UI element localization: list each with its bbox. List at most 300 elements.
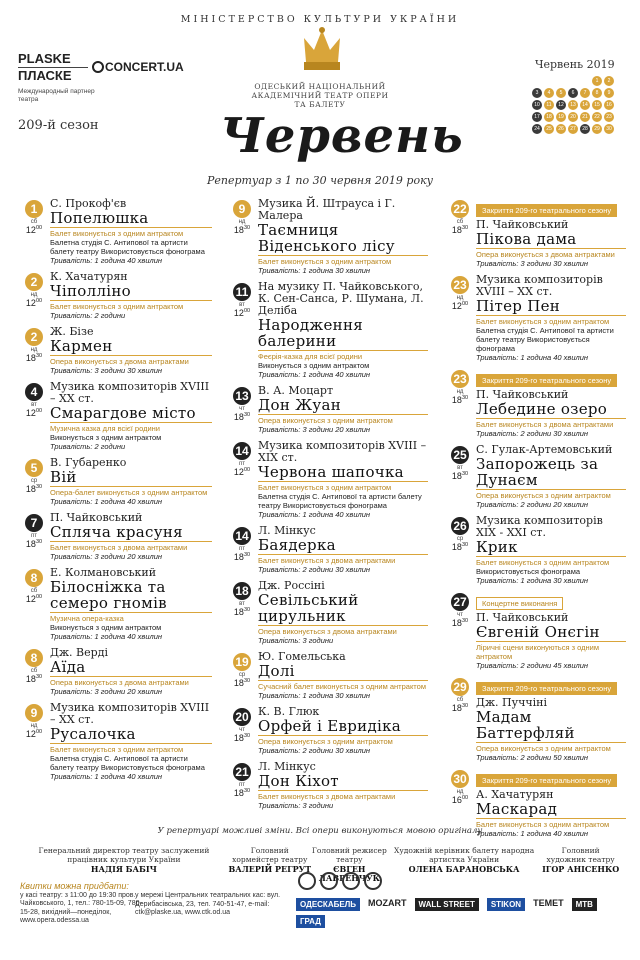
duration: Тривалість: 2 години 30 хвилин xyxy=(476,429,589,438)
duration: Тривалість: 1 година 40 хвилин xyxy=(258,510,371,519)
performance-entry[interactable] xyxy=(446,515,626,585)
date-box xyxy=(446,591,474,628)
sponsor-logos xyxy=(296,898,626,928)
divider xyxy=(476,556,626,557)
performance-title: Спляча красуня xyxy=(50,523,183,541)
date-number: 9 xyxy=(233,200,251,218)
performance-format: Балет виконується з одним антрактом xyxy=(50,302,184,311)
composer: Л. Мінкус xyxy=(258,524,316,537)
divider xyxy=(50,612,212,613)
date-number: 8 xyxy=(25,569,43,587)
performance-entry[interactable] xyxy=(20,271,212,320)
calendar-day: 15 xyxy=(592,100,602,110)
start-time: $12^{00}$ xyxy=(451,301,469,311)
staff-name: НАДІЯ БАБІЧ xyxy=(90,864,157,874)
performance-title: Орфей і Евридіка xyxy=(258,717,401,735)
start-time: $12^{00}$ xyxy=(233,467,251,477)
weekday: вт xyxy=(239,601,245,607)
clock-icon xyxy=(298,872,316,890)
start-time: $18^{30}$ xyxy=(233,678,251,688)
duration: Тривалість: 3 години xyxy=(258,636,334,645)
performance-entry[interactable] xyxy=(446,274,626,362)
logo-line2: ПЛАСКЕ xyxy=(18,68,72,83)
staff-name: ЄВГЕН ЛАВРЕНЧУК xyxy=(318,864,380,883)
start-time: $18^{30}$ xyxy=(233,412,251,422)
divider xyxy=(476,418,626,419)
staff-role: Головний хормейстер театру xyxy=(232,846,308,864)
date-box xyxy=(446,444,474,481)
start-time: $12^{00}$ xyxy=(25,729,43,739)
date-number: 14 xyxy=(233,527,251,545)
performance-format: Опера виконується з двома антрактами xyxy=(258,627,397,636)
divider xyxy=(50,422,212,423)
sponsor-logo: WALL STREET xyxy=(415,898,479,911)
performance-format: Опера виконується з двома антрактами xyxy=(476,250,615,259)
repertoire-subtitle: Репертуар з 1 по 30 червня 2019 року xyxy=(206,174,434,187)
performance-title: Русалочка xyxy=(50,725,136,743)
calendar-day: 17 xyxy=(532,112,542,122)
staff-name: ВАЛЕРІЙ РЕГРУТ xyxy=(228,864,312,874)
ministry-title: МІНІСТЕРСТВО КУЛЬТУРИ УКРАЇНИ xyxy=(180,14,460,25)
clocks-decoration xyxy=(298,872,382,890)
tickets-box-theatre xyxy=(20,882,150,926)
calendar-empty xyxy=(556,76,566,86)
duration: Тривалість: 2 години 50 хвилин xyxy=(476,753,589,762)
sponsor-logo: МТВ xyxy=(572,898,597,911)
start-time: $18^{30}$ xyxy=(25,353,43,363)
composer: Ю. Гомельська xyxy=(258,650,346,663)
composer: В. А. Моцарт xyxy=(258,384,334,397)
date-box xyxy=(20,271,48,308)
performance-details: Балетна студія С. Антипової та артисти балету театру Використовується фонограма xyxy=(50,754,205,772)
performance-details: Використовується фонограма xyxy=(476,567,581,576)
performance-title: Запорожець за Дунаєм xyxy=(476,455,599,489)
date-number: 26 xyxy=(451,517,469,535)
composer: П. Чайковський xyxy=(476,388,569,401)
start-time: $18^{30}$ xyxy=(233,225,251,235)
divider xyxy=(476,742,626,743)
duration: Тривалість: 1 година 40 хвилин xyxy=(50,497,163,506)
tickets-box-ctk: у мережі Центральних театральних кас: вул. Дерибасівська, 23, тел. 740-51-47, e-mail: ctk@plaske.ua, www.ctk.od.ua xyxy=(135,892,281,916)
calendar-day: 27 xyxy=(568,124,578,134)
date-number: 1 xyxy=(25,200,43,218)
start-time: $12^{00}$ xyxy=(233,308,251,318)
performance-format: Опера виконується з одним антрактом xyxy=(258,416,393,425)
calendar-day: 28 xyxy=(580,124,590,134)
start-time: $18^{30}$ xyxy=(233,788,251,798)
composer: С. Гулак-Артемовський xyxy=(476,443,613,456)
season-closing-badge: Закриття 209-го театрального сезону xyxy=(476,204,617,217)
start-time: $18^{30}$ xyxy=(233,733,251,743)
performance-entry[interactable] xyxy=(20,647,212,696)
calendar-day: 2 xyxy=(604,76,614,86)
calendar-day: 23 xyxy=(604,112,614,122)
calendar-empty xyxy=(544,76,554,86)
performance-entry[interactable] xyxy=(20,381,212,451)
date-box xyxy=(20,702,48,739)
date-number: 27 xyxy=(451,593,469,611)
performance-entry[interactable] xyxy=(446,368,626,438)
duration: Тривалість: 2 години 30 хвилин xyxy=(258,746,371,755)
calendar-day: 7 xyxy=(580,88,590,98)
performance-title: Маскарад xyxy=(476,800,558,818)
date-number: 23 xyxy=(451,276,469,294)
performance-entry[interactable] xyxy=(228,651,428,700)
date-number: 21 xyxy=(233,763,251,781)
performance-entry[interactable] xyxy=(20,567,212,641)
calendar-day: 26 xyxy=(556,124,566,134)
date-number: 18 xyxy=(233,582,251,600)
divider xyxy=(476,248,626,249)
performance-format: Балет виконується з двома антрактами xyxy=(258,556,396,565)
duration: Тривалість: 3 години xyxy=(258,801,334,810)
composer: К. В. Глюк xyxy=(258,705,320,718)
composer: К. Хачатурян xyxy=(50,270,128,283)
performance-title: Народження балерини xyxy=(258,316,364,350)
performance-entry[interactable] xyxy=(446,591,626,670)
date-box xyxy=(20,198,48,235)
performance-title: Таємниця Віденського лісу xyxy=(258,221,395,255)
performance-format: Опера виконується з двома антрактами xyxy=(50,678,189,687)
staff-member xyxy=(541,846,620,883)
composer: Музика композиторів XIX - XXI ст. xyxy=(476,514,603,539)
divider xyxy=(476,641,626,642)
date-box xyxy=(446,515,474,552)
duration: Тривалість: 1 година 40 хвилин xyxy=(50,632,163,641)
performance-format: Опера-балет виконується з одним антрактом xyxy=(50,488,208,497)
divider xyxy=(258,350,428,351)
date-box xyxy=(228,525,256,562)
duration: Тривалість: 3 години 30 хвилин xyxy=(476,259,589,268)
composer: На музику П. Чайковського, К. Сен-Санса, Р. Шумана, Л. Деліба xyxy=(258,280,424,317)
performance-title: Смарагдове місто xyxy=(50,404,196,422)
performance-entry[interactable] xyxy=(20,512,212,561)
duration: Тривалість: 3 години 20 хвилин xyxy=(50,552,163,561)
divider xyxy=(258,255,428,256)
duration: Тривалість: 1 година 40 хвилин xyxy=(50,772,163,781)
weekday: нд xyxy=(30,292,38,298)
weekday: нд xyxy=(456,295,464,301)
staff-name: ІГОР АНІСЕНКО xyxy=(542,864,620,874)
start-time: $18^{30}$ xyxy=(25,539,43,549)
weekday: нд xyxy=(238,219,246,225)
composer: П. Чайковський xyxy=(476,611,569,624)
duration: Тривалість: 1 година 30 хвилин xyxy=(258,266,371,275)
start-time: $12^{00}$ xyxy=(25,408,43,418)
date-box xyxy=(20,457,48,494)
performance-details: Виконується з одним антрактом xyxy=(258,361,370,370)
performance-entry[interactable] xyxy=(228,198,428,275)
clock-icon xyxy=(342,872,360,890)
concert-logo[interactable] xyxy=(92,60,184,74)
performance-details: Балетна студія С. Антипової та артисти балету театру Використовується фонограма xyxy=(258,492,422,510)
concert-logo-text: CONCERT.UA xyxy=(105,60,184,74)
clock-icon xyxy=(364,872,382,890)
performance-format: Опера виконується з одним антрактом xyxy=(258,737,393,746)
date-box xyxy=(20,567,48,604)
date-number: 11 xyxy=(233,283,251,301)
performance-title: Пітер Пен xyxy=(476,297,561,315)
performance-format: Балет виконується з одним антрактом xyxy=(476,820,610,829)
date-box xyxy=(228,651,256,688)
composer: Дж. Верді xyxy=(50,646,108,659)
calendar-day: 10 xyxy=(532,100,542,110)
duration: Тривалість: 2 години 20 хвилин xyxy=(476,500,589,509)
performance-format: Балет виконується з одним антрактом xyxy=(258,257,392,266)
performance-title: Дон Жуан xyxy=(258,396,342,414)
concert-logo-icon xyxy=(92,61,104,73)
performance-format: Музична казка для всієї родини xyxy=(50,424,160,433)
logo-line1: PLASKE xyxy=(18,51,71,66)
composer: В. Губаренко xyxy=(50,456,127,469)
staff-role: Генеральний директор театру заслужений працівник культури України xyxy=(38,846,210,864)
performance-format: Опера виконується з одним антрактом xyxy=(476,491,611,500)
weekday: нд xyxy=(30,347,38,353)
performance-format: Балет виконується з двома антрактами xyxy=(258,792,396,801)
divider xyxy=(50,355,212,356)
schedule-column-3 xyxy=(446,198,626,844)
start-time: $12^{00}$ xyxy=(25,225,43,235)
performance-details: Виконується з одним антрактом xyxy=(50,433,162,442)
composer: П. Чайковський xyxy=(50,511,143,524)
duration: Тривалість: 2 години 45 хвилин xyxy=(476,661,589,670)
date-number: 13 xyxy=(233,387,251,405)
staff-member xyxy=(20,846,228,883)
sponsor-logo: ТЕМЕТ xyxy=(533,898,564,908)
duration: Тривалість: 3 години 20 хвилин xyxy=(258,425,371,434)
duration: Тривалість: 3 години 20 хвилин xyxy=(50,687,163,696)
date-box xyxy=(228,440,256,477)
performance-entry[interactable] xyxy=(228,440,428,519)
date-box xyxy=(20,326,48,363)
duration: Тривалість: 2 години xyxy=(50,311,126,320)
calendar-day: 20 xyxy=(568,112,578,122)
concert-badge: Концертне виконання xyxy=(476,597,563,610)
performance-entry[interactable] xyxy=(228,525,428,574)
date-number: 19 xyxy=(233,653,251,671)
date-number: 5 xyxy=(25,459,43,477)
staff-role: Художній керівник балету народна артистка України xyxy=(394,846,535,864)
date-box xyxy=(228,385,256,422)
performance-title: Попелюшка xyxy=(50,209,149,227)
date-box xyxy=(446,198,474,235)
season-closing-badge: Закриття 209-го театрального сезону xyxy=(476,682,617,695)
divider xyxy=(258,554,428,555)
performance-title: Аїда xyxy=(50,658,86,676)
performance-title: Баядерка xyxy=(258,536,336,554)
performance-title: Лебедине озеро xyxy=(476,400,608,418)
duration: Тривалість: 1 година 40 хвилин xyxy=(258,370,371,379)
performance-format: Балет виконується з одним антрактом xyxy=(476,558,610,567)
calendar-day: 22 xyxy=(592,112,602,122)
performance-entry[interactable] xyxy=(20,198,212,265)
date-number: 25 xyxy=(451,446,469,464)
composer: Дж. Россіні xyxy=(258,579,325,592)
divider xyxy=(50,541,212,542)
performance-format: Балет виконується з одним антрактом xyxy=(258,483,392,492)
duration: Тривалість: 1 година 30 хвилин xyxy=(258,691,371,700)
composer: С. Прокоф'єв xyxy=(50,197,127,210)
date-number: 29 xyxy=(451,678,469,696)
performance-title: Пікова дама xyxy=(476,230,577,248)
performance-entry[interactable] xyxy=(446,676,626,762)
schedule-column-1 xyxy=(20,198,212,787)
composer: Л. Мінкус xyxy=(258,760,316,773)
date-number: 30 xyxy=(451,770,469,788)
start-time: $18^{30}$ xyxy=(451,225,469,235)
calendar-day: 14 xyxy=(580,100,590,110)
date-number: 9 xyxy=(25,704,43,722)
weekday: сб xyxy=(30,219,38,225)
date-number: 4 xyxy=(25,383,43,401)
start-time: $18^{30}$ xyxy=(25,674,43,684)
performance-title: Дон Кіхот xyxy=(258,772,339,790)
calendar-day: 9 xyxy=(604,88,614,98)
divider xyxy=(476,315,626,316)
date-box xyxy=(20,381,48,418)
start-time: $18^{30}$ xyxy=(451,703,469,713)
performance-title: Кармен xyxy=(50,337,113,355)
performance-title: Долі xyxy=(258,662,295,680)
composer: Музика композиторів XVIII – XX ст. xyxy=(476,273,603,298)
composer: Е. Колмановський xyxy=(50,566,157,579)
date-box xyxy=(20,512,48,549)
plaske-logo[interactable] xyxy=(18,52,88,83)
calendar-day: 12 xyxy=(556,100,566,110)
weekday: ср xyxy=(30,478,38,484)
calendar-day: 25 xyxy=(544,124,554,134)
weekday: пт xyxy=(239,461,245,467)
composer: Музика композиторів XVIII – XIX ст. xyxy=(258,439,427,464)
performance-format: Балет виконується з двома антрактами xyxy=(50,543,188,552)
start-time: $18^{30}$ xyxy=(233,552,251,562)
start-time: $18^{30}$ xyxy=(451,542,469,552)
calendar-day: 24 xyxy=(532,124,542,134)
staff-name: ОЛЕНА БАРАНОВСЬКА xyxy=(408,864,520,874)
performance-entry[interactable] xyxy=(20,457,212,506)
performance-details: Виконується з одним антрактом xyxy=(50,623,162,632)
date-number: 22 xyxy=(451,200,469,218)
duration: Тривалість: 1 година 40 хвилин xyxy=(50,256,163,265)
calendar-day: 13 xyxy=(568,100,578,110)
calendar-day: 21 xyxy=(580,112,590,122)
performance-format: Балет виконується з одним антрактом xyxy=(50,229,184,238)
weekday: чт xyxy=(457,612,463,618)
composer: Музика композиторів XVIII – XX ст. xyxy=(50,701,210,726)
calendar-day: 8 xyxy=(592,88,602,98)
performance-entry[interactable] xyxy=(446,198,626,268)
composer: П. Чайковський xyxy=(476,218,569,231)
season-closing-badge: Закриття 209-го театрального сезону xyxy=(476,374,617,387)
divider xyxy=(50,676,212,677)
staff-member xyxy=(387,846,541,883)
calendar-day: 16 xyxy=(604,100,614,110)
duration: Тривалість: 2 години 30 хвилин xyxy=(258,565,371,574)
date-box xyxy=(228,580,256,617)
weekday: чт xyxy=(239,406,245,412)
calendar-day: 19 xyxy=(556,112,566,122)
performance-entry[interactable] xyxy=(228,281,428,379)
performance-title: Червона шапочка xyxy=(258,463,404,481)
weekday: нд xyxy=(456,789,464,795)
weekday: нд xyxy=(30,723,38,729)
performance-format: Балет виконується з двома антрактами xyxy=(476,420,614,429)
performance-title: Білосніжка та семеро гномів xyxy=(50,578,167,612)
date-box xyxy=(446,676,474,713)
date-number: 14 xyxy=(233,442,251,460)
performance-entry[interactable] xyxy=(446,444,626,509)
staff-role: Головний художник театру xyxy=(546,846,615,864)
performance-format: Сучасний балет виконується з одним антрактом xyxy=(258,682,426,691)
performance-format: Опера виконується з двома антрактами xyxy=(50,357,189,366)
performance-title: Чіполліно xyxy=(50,282,132,300)
weekday: сб xyxy=(456,219,464,225)
date-number: 23 xyxy=(451,370,469,388)
start-time: $12^{00}$ xyxy=(25,594,43,604)
weekday: сб xyxy=(30,588,38,594)
performance-details: Балетна студія С. Антипової та артисти балету театру Використовується фонограма xyxy=(476,326,614,353)
weekday: нд xyxy=(456,389,464,395)
repertoire-note: У репертуарі можливі зміни. Всі опери виконуються мовою оригіналу xyxy=(157,826,483,836)
calendar-empty xyxy=(532,76,542,86)
duration: Тривалість: 1 година 40 хвилин xyxy=(476,829,589,838)
start-time: $12^{00}$ xyxy=(25,298,43,308)
calendar-day: 30 xyxy=(604,124,614,134)
season-label: 209-й сезон xyxy=(18,118,99,133)
performance-format: Балет виконується з одним антрактом xyxy=(476,317,610,326)
duration: Тривалість: 1 година 30 хвилин xyxy=(476,576,589,585)
performance-entry[interactable] xyxy=(228,580,428,645)
clock-icon xyxy=(320,872,338,890)
calendar-empty xyxy=(580,76,590,86)
composer: Дж. Пуччіні xyxy=(476,696,548,709)
sponsor-logo: ГРАД xyxy=(296,915,325,928)
composer: А. Хачатурян xyxy=(476,788,554,801)
composer: Ж. Бізе xyxy=(50,325,94,338)
performance-format: Музична опера-казка xyxy=(50,614,124,623)
performance-entry[interactable] xyxy=(228,706,428,755)
divider xyxy=(258,481,428,482)
calendar-day: 1 xyxy=(592,76,602,86)
performance-entry[interactable] xyxy=(228,385,428,434)
crown-icon xyxy=(300,24,344,78)
date-box xyxy=(20,647,48,684)
start-time: $18^{30}$ xyxy=(451,395,469,405)
performance-entry[interactable] xyxy=(20,326,212,375)
performance-entry[interactable] xyxy=(228,761,428,810)
divider xyxy=(258,735,428,736)
date-box xyxy=(446,368,474,405)
date-number: 8 xyxy=(25,649,43,667)
performance-title: Євгеній Онєгін xyxy=(476,623,600,641)
date-box xyxy=(446,768,474,805)
date-number: 7 xyxy=(25,514,43,532)
schedule-column-2 xyxy=(228,198,428,816)
weekday: пт xyxy=(239,546,245,552)
divider xyxy=(50,300,212,301)
divider xyxy=(258,790,428,791)
start-time: $18^{30}$ xyxy=(233,607,251,617)
date-box xyxy=(228,761,256,798)
theatre-name: ОДЕСЬКИЙ НАЦІОНАЛЬНИЙ АКАДЕМІЧНИЙ ТЕАТР ОПЕРИ ТА БАЛЕТУ xyxy=(251,82,389,109)
duration: Тривалість: 2 години xyxy=(50,442,126,451)
date-number: 2 xyxy=(25,328,43,346)
sponsor-logo: STIKON xyxy=(487,898,525,911)
staff-role: Головний режисер театру xyxy=(311,846,387,864)
start-time: $18^{30}$ xyxy=(451,471,469,481)
performance-entry[interactable] xyxy=(20,702,212,781)
calendar-day: 4 xyxy=(544,88,554,98)
